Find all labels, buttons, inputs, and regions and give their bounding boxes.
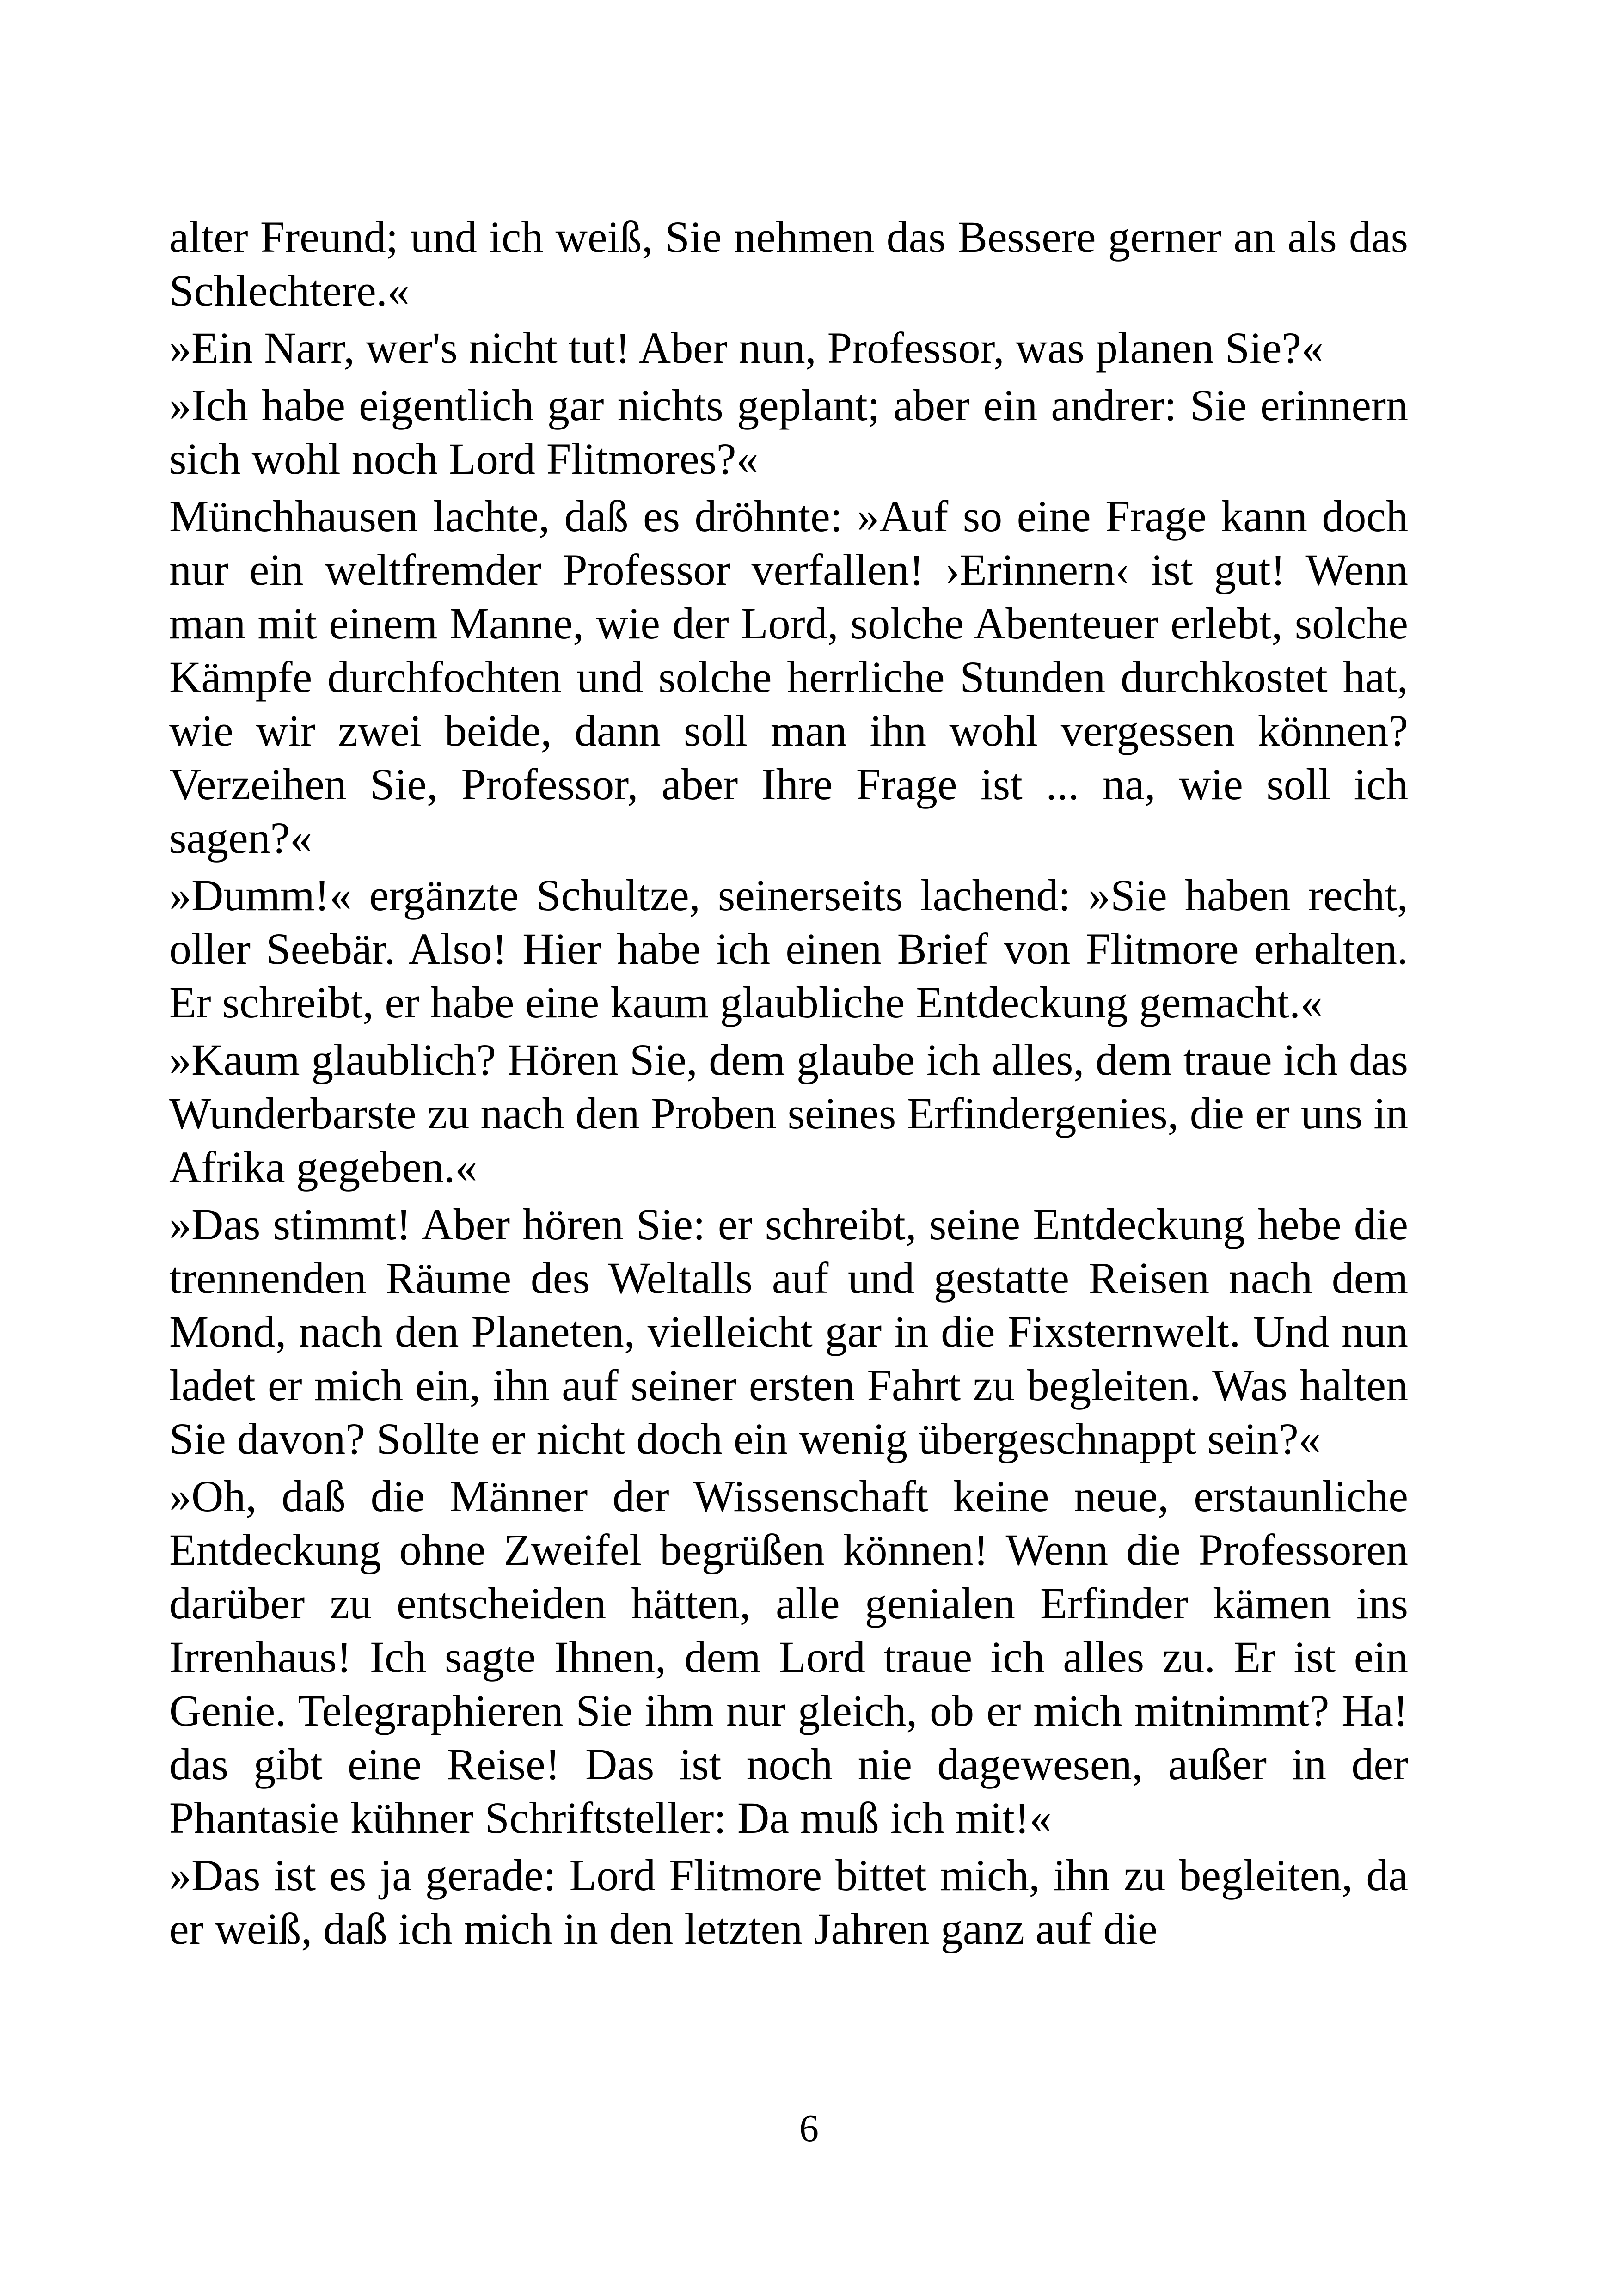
paragraph: alter Freund; und ich weiß, Sie nehmen das Bessere gerner an als das Schlechtere.« <box>169 212 1408 315</box>
paragraph: »Ein Narr, wer's nicht tut! Aber nun, Professor, was planen Sie?« <box>169 323 1324 373</box>
page-number: 6 <box>799 2107 819 2150</box>
paragraph: »Ich habe eigentlich gar nichts geplant; aber ein andrer: Sie erinnern sich wohl noch Lord Flitmores?« <box>169 380 1408 484</box>
paragraph: »Kaum glaublich? Hören Sie, dem glaube ich alles, dem traue ich das Wunderbarste zu nach den Proben seines Erfindergenies, die er uns in Afrika gegeben.« <box>169 1035 1408 1192</box>
paragraph: »Dumm!« ergänzte Schultze, seinerseits lachend: »Sie haben recht, oller Seebär. Also! Hier habe ich einen Brief von Flitmore erhalten. Er schreibt, er habe eine kaum glaubliche Entdeckung gemacht.« <box>169 870 1408 1027</box>
paragraph: »Das ist es ja gerade: Lord Flitmore bittet mich, ihn zu begleiten, da er weiß, daß ich mich in den letzten Jahren ganz auf die <box>169 1850 1408 1953</box>
body-text <box>169 210 1408 1959</box>
paragraph: »Das stimmt! Aber hören Sie: er schreibt, seine Entdeckung hebe die trennenden Räume des Weltalls auf und gestatte Reisen nach dem Mond, nach den Planeten, vielleicht gar in die Fixsternwelt. Und nun ladet er mich ein, ihn auf seiner ersten Fahrt zu begleiten. Was halten Sie davon? Sollte er nicht doch ein wenig übergeschnappt sein?« <box>169 1200 1408 1463</box>
paragraph: »Oh, daß die Männer der Wissenschaft keine neue, erstaunliche Entdeckung ohne Zweifel begrüßen können! Wenn die Professoren darüber zu entscheiden hätten, alle genialen Erfinder kämen ins Irrenhaus! Ich sagte Ihnen, dem Lord traue ich alles zu. Er ist ein Genie. Telegraphieren Sie ihm nur gleich, ob er mich mitnimmt? Ha! das gibt eine Reise! Das ist noch nie dagewesen, außer in der Phantasie kühner Schriftsteller: Da muß ich mit!« <box>169 1471 1408 1843</box>
paragraph: Münchhausen lachte, daß es dröhnte: »Auf so eine Frage kann doch nur ein weltfremder Professor verfallen! ›Erinnern‹ ist gut! Wenn man mit einem Manne, wie der Lord, solche Abenteuer erlebt, solche Kämpfe durchfochten und solche herrliche Stunden durchkostet hat, wie wir zwei beide, dann soll man ihn wohl vergessen können? Verzeihen Sie, Professor, aber Ihre Frage ist ... na, wie soll ich sagen?« <box>169 491 1408 863</box>
